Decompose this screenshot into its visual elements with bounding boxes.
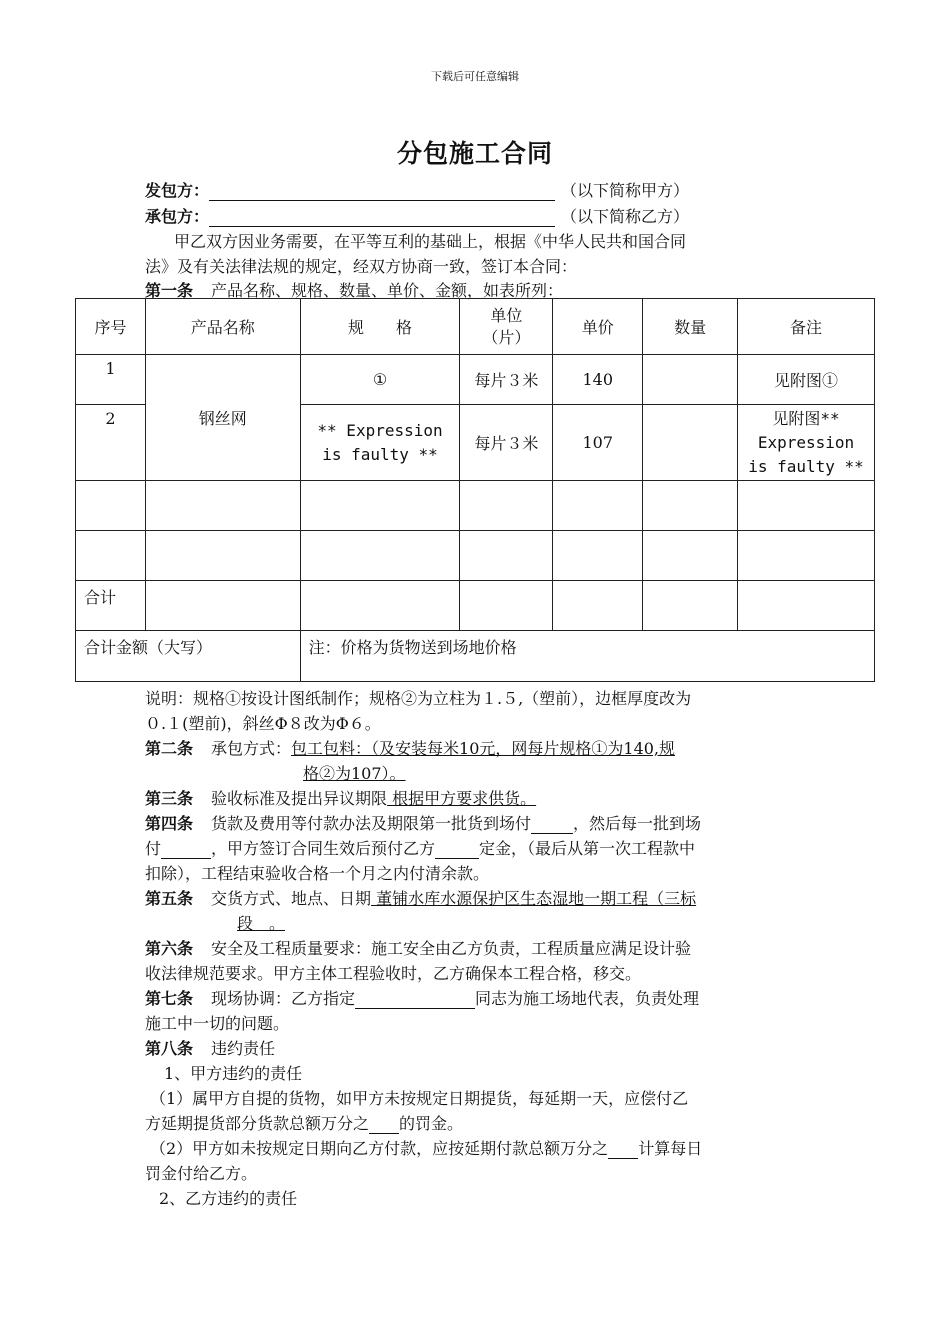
breach-a-title: 1、甲方违约的责任 [164, 1064, 303, 1083]
article-8 [145, 1036, 275, 1059]
penalty-rate-field-1[interactable] [369, 1116, 399, 1134]
empty-cell[interactable] [738, 531, 875, 581]
article-3 [145, 786, 536, 809]
header-unit [460, 299, 553, 355]
article-2-method-cont: 格②为107）。 [303, 764, 406, 783]
row-1-qty[interactable] [643, 355, 738, 405]
empty-cell[interactable] [460, 481, 553, 531]
empty-cell[interactable] [145, 481, 300, 531]
breach-a2-text-a: （2）甲方如未按规定日期向乙方付款，应按延期付款总额万分之 [150, 1139, 609, 1158]
article-4-text-e: 定金，（最后从第一次工程款中 [479, 839, 696, 858]
breach-a1-line-2 [145, 1111, 463, 1134]
batch-payment-field[interactable] [161, 841, 211, 859]
party-b-line [145, 204, 689, 227]
article-6-line-2: 收法律规范要求。甲方主体工程验收时，乙方确保本工程合格，移交。 [145, 964, 642, 983]
product-name-cell: 钢丝网 [145, 355, 300, 481]
article-4-text-c: 付 [145, 839, 162, 858]
total-cell[interactable] [643, 581, 738, 631]
header-unit-line-1: 单位 [490, 305, 523, 325]
intro-line-2: 法》及有关法律法规的规定，经双方协商一致，签订本合同： [145, 257, 578, 276]
article-4-line-3: 扣除），工程结束验收合格一个月之内付清余款。 [145, 864, 490, 883]
breach-b-title: 2、乙方违约的责任 [159, 1189, 298, 1208]
article-8-text: 违约责任 [211, 1039, 276, 1058]
article-4-text-a: 货款及费用等付款办法及期限第一批货到场付 [211, 814, 532, 833]
party-a-label: 发包方： [145, 181, 210, 200]
empty-cell[interactable] [643, 481, 738, 531]
article-6-text: 安全及工程质量要求：施工安全由乙方负责，工程质量应满足设计验 [211, 939, 692, 958]
total-label: 合计 [76, 581, 146, 631]
empty-cell[interactable] [145, 531, 300, 581]
table-header-row [76, 299, 875, 355]
article-5-label: 第五条 [145, 889, 194, 908]
article-2-label: 第二条 [145, 739, 194, 758]
article-7 [145, 986, 699, 1009]
breach-a1-text-a: 方延期提货部分货款总额万分之 [145, 1114, 370, 1133]
empty-cell[interactable] [553, 481, 643, 531]
table-row-empty [76, 531, 875, 581]
empty-cell[interactable] [76, 531, 146, 581]
article-7-label: 第七条 [145, 989, 194, 1008]
breach-a2-line-2: 罚金付给乙方。 [145, 1164, 258, 1183]
row-1-price: 140 [553, 355, 643, 405]
article-2-pre: 承包方式： [211, 739, 292, 758]
header-price: 单价 [553, 299, 643, 355]
breach-a1-line-1: （1）属甲方自提的货物，如甲方未按规定日期提货，每延期一天，应偿付乙 [150, 1089, 689, 1108]
article-3-pre: 验收标准及提出异议期限 [211, 789, 388, 808]
row-1-unit: 每片３米 [460, 355, 553, 405]
amount-note: 注：价格为货物送到场地价格 [300, 631, 874, 682]
row-2-note-line-3: is faulty ** [748, 456, 864, 476]
article-6 [145, 936, 691, 959]
article-7-line-2: 施工中一切的问题。 [145, 1014, 290, 1033]
article-2-method: 包工包料：（及安装每米10元，网每片规格①为140,规 [291, 739, 676, 758]
article-5-location: 董铺水库水源保护区生态湿地一期工程（三标 [371, 889, 697, 908]
article-1-text: 产品名称、规格、数量、单价、金额，如表所列： [211, 281, 564, 300]
contract-title: 分包施工合同 [396, 139, 553, 168]
intro-line-1: 甲乙双方因业务需要，在平等互利的基础上，根据《中华人民共和国合同 [174, 232, 687, 251]
row-1-spec: ① [300, 355, 460, 405]
row-2-note [738, 405, 875, 481]
header-note: 备注 [738, 299, 875, 355]
empty-cell[interactable] [460, 531, 553, 581]
header-qty: 数量 [643, 299, 738, 355]
article-8-label: 第八条 [145, 1039, 194, 1058]
article-6-label: 第六条 [145, 939, 194, 958]
explain-line-1: 说明：规格①按设计图纸制作；规格②为立柱为１.５,（塑前），边框厚度改为 [145, 689, 692, 708]
deposit-field[interactable] [435, 841, 479, 859]
article-7-text-b: 同志为施工场地代表，负责处理 [475, 989, 700, 1008]
article-3-label: 第三条 [145, 789, 194, 808]
row-2-note-line-2: Expression [757, 432, 855, 452]
header-name: 产品名称 [145, 299, 300, 355]
row-2-spec-line-2: is faulty ** [322, 444, 438, 464]
breach-a2-line-1 [150, 1136, 702, 1159]
first-payment-field[interactable] [531, 816, 573, 834]
article-5-location-cont: 段 。 [237, 914, 286, 933]
party-a-suffix: （以下简称甲方） [561, 181, 690, 200]
article-4-text-d: ，甲方签订合同生效后预付乙方 [211, 839, 436, 858]
header-note: 下载后可任意编辑 [431, 70, 519, 83]
total-row [76, 581, 875, 631]
penalty-rate-field-2[interactable] [608, 1141, 638, 1159]
breach-a1-text-b: 的罚金。 [399, 1114, 464, 1133]
total-cell[interactable] [553, 581, 643, 631]
total-cell[interactable] [145, 581, 300, 631]
article-1-label: 第一条 [145, 281, 194, 300]
article-3-standard: 根据甲方要求供货。 [387, 789, 537, 808]
row-2-spec [300, 405, 460, 481]
total-cell[interactable] [460, 581, 553, 631]
row-2-note-line-1: 见附图** [772, 408, 840, 428]
article-4-line-2 [145, 836, 695, 859]
article-5-pre: 交货方式、地点、日期 [211, 889, 372, 908]
header-spec: 规 格 [300, 299, 460, 355]
empty-cell[interactable] [553, 531, 643, 581]
empty-cell[interactable] [300, 531, 460, 581]
party-a-line [145, 178, 689, 201]
row-2-qty[interactable] [643, 405, 738, 481]
row-1-no: 1 [76, 355, 146, 405]
empty-cell[interactable] [300, 481, 460, 531]
site-representative-field[interactable] [355, 991, 475, 1009]
party-b-suffix: （以下简称乙方） [561, 207, 690, 226]
header-unit-line-2: （片） [482, 327, 531, 347]
amount-row [76, 631, 875, 682]
party-b-label: 承包方： [145, 207, 210, 226]
product-table [75, 298, 875, 682]
article-2 [145, 736, 675, 759]
total-cell[interactable] [738, 581, 875, 631]
row-2-no: 2 [76, 405, 146, 481]
breach-a2-text-b: 计算每日 [638, 1139, 703, 1158]
empty-cell[interactable] [76, 481, 146, 531]
empty-cell[interactable] [738, 481, 875, 531]
amount-label: 合计金额（大写） [76, 631, 301, 682]
row-2-unit: 每片３米 [460, 405, 553, 481]
explain-line-2: ０.１(塑前)，斜丝Φ８改为Φ６。 [145, 714, 381, 733]
article-4-text-b: ，然后每一批到场 [573, 814, 702, 833]
row-2-price: 107 [553, 405, 643, 481]
article-4-label: 第四条 [145, 814, 194, 833]
article-4 [145, 811, 701, 834]
row-1-note: 见附图① [738, 355, 875, 405]
table-row-empty [76, 481, 875, 531]
empty-cell[interactable] [643, 531, 738, 581]
table-row [76, 355, 875, 405]
header-no: 序号 [76, 299, 146, 355]
party-b-field[interactable] [209, 209, 555, 227]
total-cell[interactable] [300, 581, 460, 631]
article-7-text-a: 现场协调：乙方指定 [211, 989, 356, 1008]
row-2-spec-line-1: ** Expression [317, 420, 443, 440]
article-5 [145, 886, 696, 909]
party-a-field[interactable] [209, 183, 555, 201]
